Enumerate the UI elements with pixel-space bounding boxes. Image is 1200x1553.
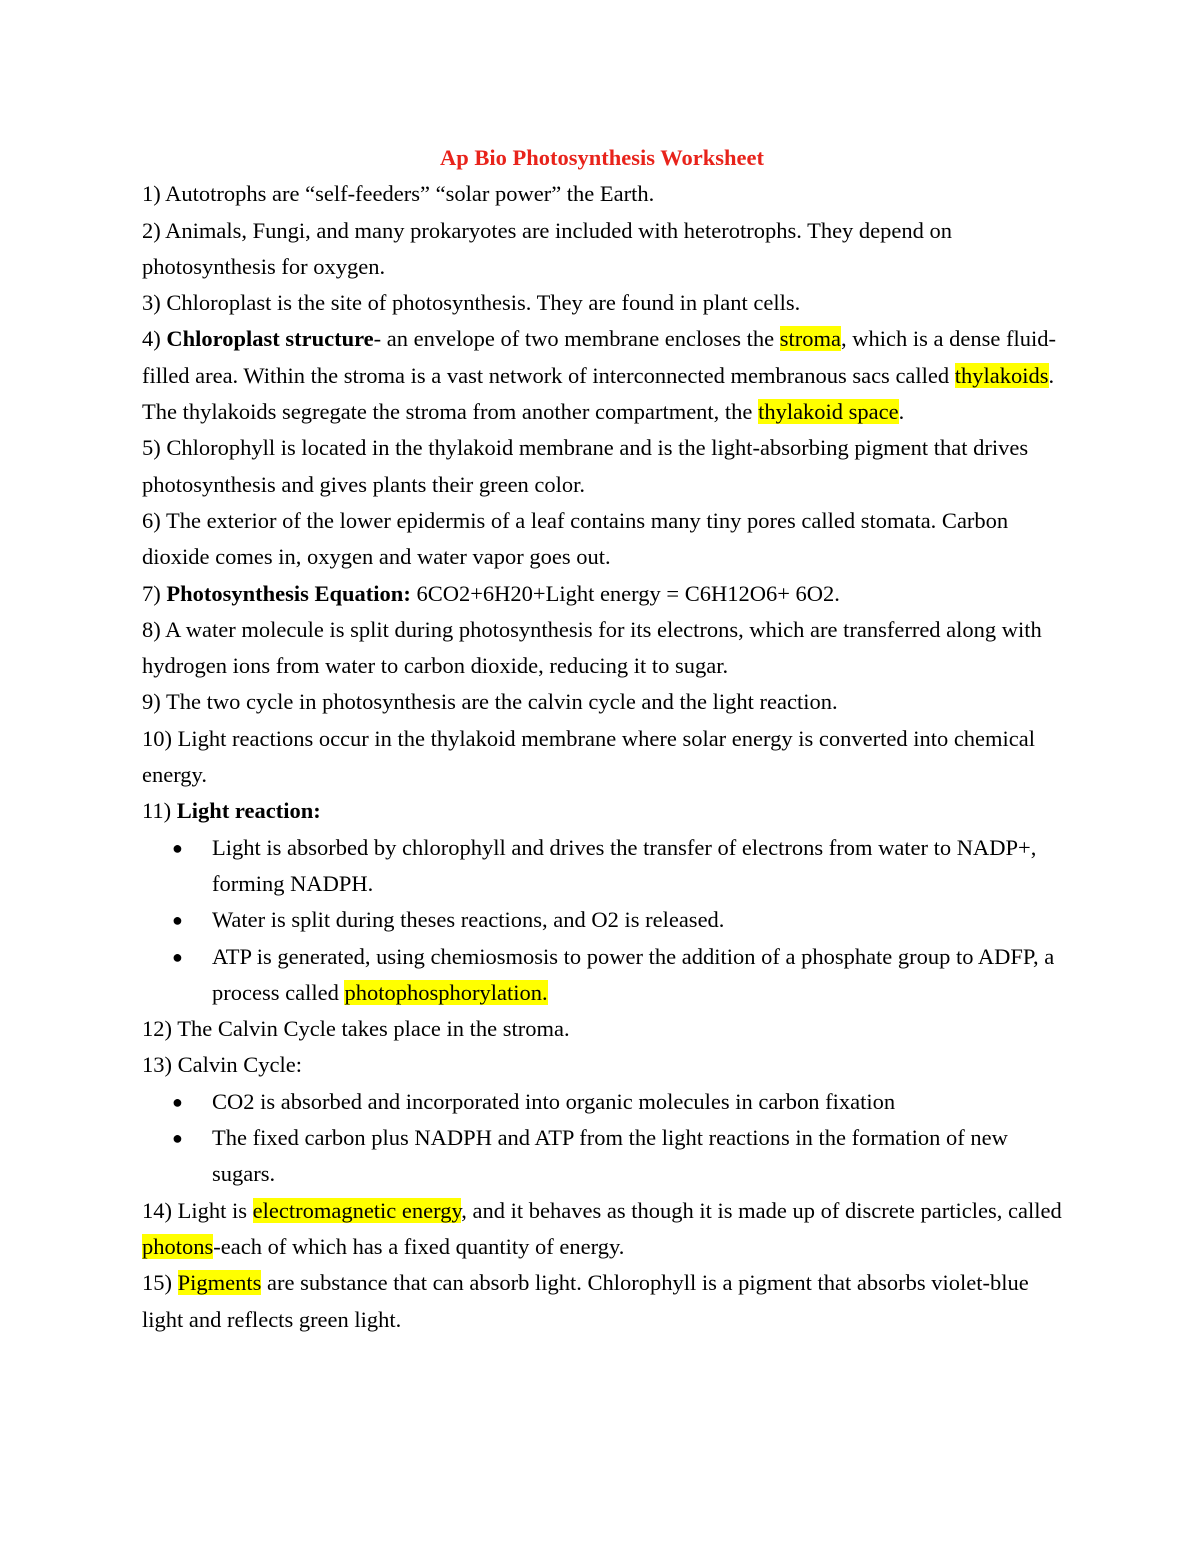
item-9: 9) The two cycle in photosynthesis are the calvin cycle and the light reaction. xyxy=(142,689,838,715)
item-11-bold-term: Light reaction: xyxy=(176,798,321,824)
item-4-text-2: , which is a dense fluid-filled area. Within the stroma is a vast network of interconnected membranous sacs called xyxy=(142,326,1056,388)
highlight-electromagnetic-energy: electromagnetic energy xyxy=(252,1197,462,1223)
item-6: 6) The exterior of the lower epidermis of a leaf contains many tiny pores called stomata. Carbon dioxide comes in, oxygen and water vapor goes out. xyxy=(142,507,1009,570)
item-7-equation: 6CO2+6H20+Light energy = C6H12O6+ 6O2. xyxy=(410,580,840,606)
item-14-text-1: 14) Light is xyxy=(142,1197,253,1223)
worksheet-content xyxy=(142,140,1062,1338)
item-3: 3) Chloroplast is the site of photosynthesis. They are found in plant cells. xyxy=(142,290,801,316)
bullet-icon: ● xyxy=(172,1091,183,1112)
highlight-pigments: Pigments xyxy=(177,1270,262,1296)
item-13: 13) Calvin Cycle: xyxy=(142,1052,302,1078)
item-4-number: 4) xyxy=(142,326,167,352)
item-7 xyxy=(142,576,1062,612)
item-2: 2) Animals, Fungi, and many prokaryotes are included with heterotrophs. They depend on photosynthesis for oxygen. xyxy=(142,217,953,279)
item-4 xyxy=(142,321,1062,430)
item-15 xyxy=(142,1265,1062,1338)
item-4-bold-term: Chloroplast structure xyxy=(166,326,374,352)
item-1: 1) Autotrophs are “self-feeders” “solar power” the Earth. xyxy=(142,181,655,207)
bullet-icon: ● xyxy=(172,837,183,858)
item-14-text-2: , and it behaves as though it is made up of discrete particles, called xyxy=(461,1197,1062,1223)
item-4-text-3: . The thylakoids segregate the stroma from another compartment, the xyxy=(142,362,1055,425)
highlight-thylakoids: thylakoids xyxy=(954,362,1049,388)
bullet-icon: ● xyxy=(172,1128,183,1149)
item-7-number: 7) xyxy=(142,580,167,606)
item-4-text-1: - an envelope of two membrane encloses the xyxy=(373,326,780,352)
item-15-text-1: 15) xyxy=(142,1270,178,1296)
item-11 xyxy=(142,793,1062,829)
light-reaction-list xyxy=(142,830,1062,1011)
list-item: ● ATP is generated, using chemiosmosis to power the addition of a phosphate group to ADFP, a process called photophosphorylation. xyxy=(212,939,1062,1012)
item-4-text-4: . xyxy=(898,399,905,425)
item-7-bold-term: Photosynthesis Equation: xyxy=(166,580,411,606)
list-item: ● CO2 is absorbed and incorporated into organic molecules in carbon fixation xyxy=(212,1084,1062,1120)
list-item: ● The fixed carbon plus NADPH and ATP from the light reactions in the formation of new sugars. xyxy=(212,1120,1062,1193)
bullet-icon: ● xyxy=(172,910,183,931)
item-12: 12) The Calvin Cycle takes place in the stroma. xyxy=(142,1016,570,1042)
item-14 xyxy=(142,1193,1062,1266)
highlight-thylakoid-space: thylakoid space xyxy=(758,399,899,425)
highlight-photophosphorylation: photophosphorylation. xyxy=(344,979,548,1005)
item-11-number: 11) xyxy=(142,798,177,824)
item-15-text-2: are substance that can absorb light. Chlorophyll is a pigment that absorbs violet-blue light and reflects green light. xyxy=(142,1270,1029,1332)
bullet-icon: ● xyxy=(172,946,183,967)
highlight-stroma: stroma xyxy=(779,326,842,352)
highlight-photons: photons xyxy=(142,1233,214,1259)
page-title: Ap Bio Photosynthesis Worksheet xyxy=(439,145,764,170)
item-10: 10) Light reactions occur in the thylakoid membrane where solar energy is converted into chemical energy. xyxy=(142,725,1036,788)
item-5: 5) Chlorophyll is located in the thylakoid membrane and is the light-absorbing pigment that drives photosynthesis and gives plants their green color. xyxy=(142,435,1029,497)
item-14-text-3: -each of which has a fixed quantity of energy. xyxy=(213,1233,625,1259)
calvin-cycle-list xyxy=(142,1084,1062,1193)
item-8: 8) A water molecule is split during photosynthesis for its electrons, which are transferred along with hydrogen ions from water to carbon dioxide, reducing it to sugar. xyxy=(142,616,1042,679)
list-item: ● Water is split during theses reactions, and O2 is released. xyxy=(212,902,1062,938)
list-item: ● Light is absorbed by chlorophyll and drives the transfer of electrons from water to NADP+, forming NADPH. xyxy=(212,830,1062,903)
